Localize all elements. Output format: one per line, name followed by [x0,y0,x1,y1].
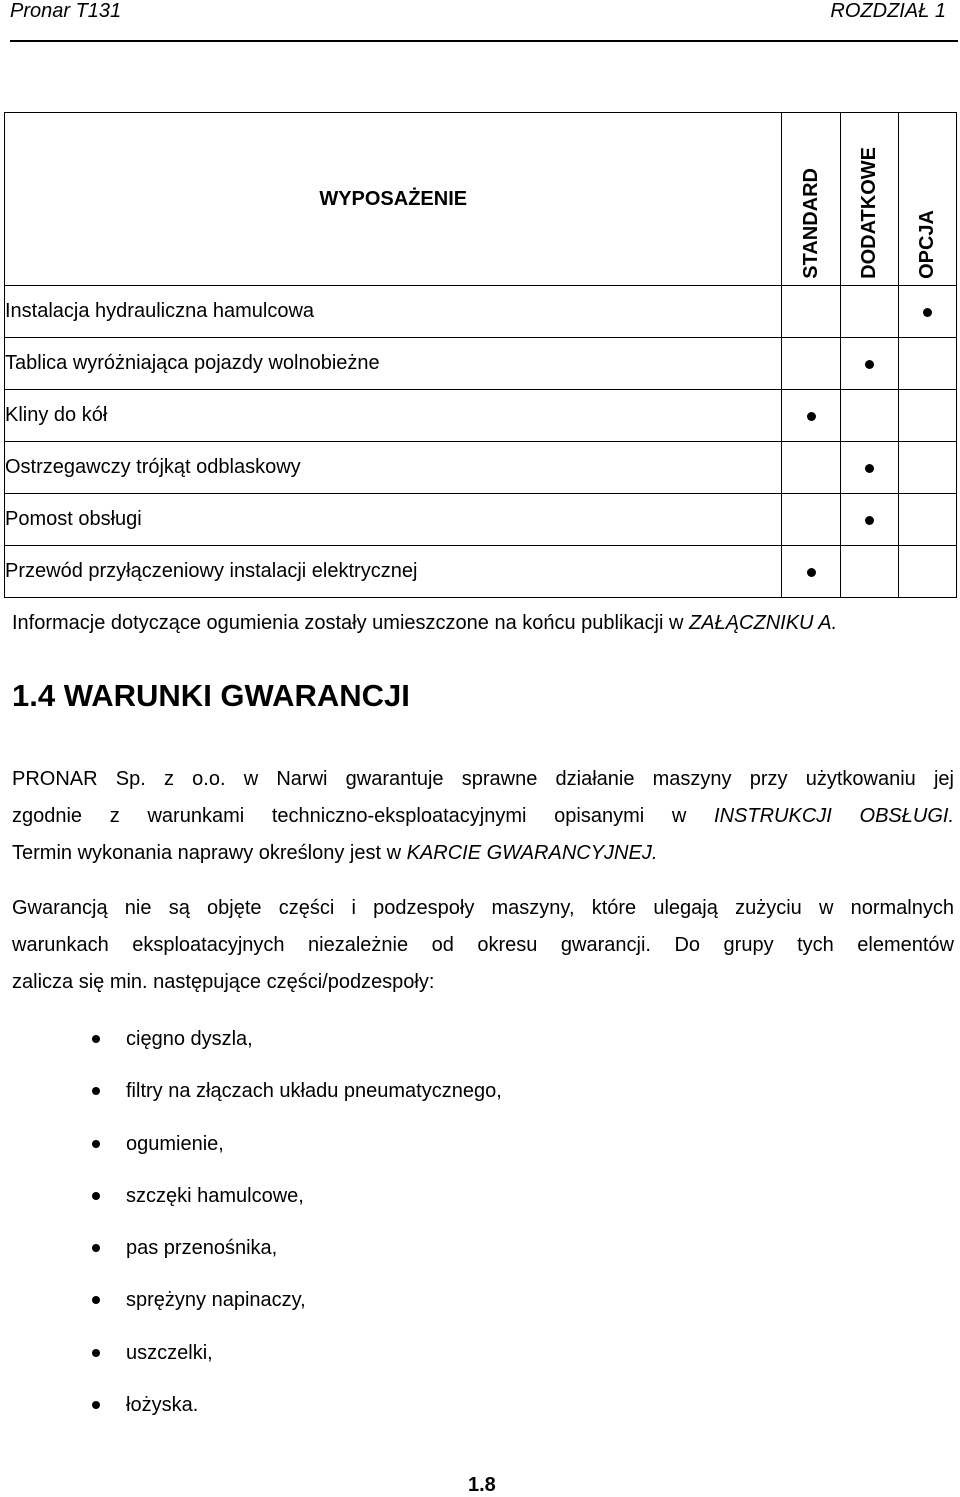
bullet-icon [92,1401,100,1409]
list-item-text: uszczelki, [126,1341,213,1364]
equipment-table-header [5,113,957,286]
equipment-table [4,112,957,598]
column-header-dodatkowe: DODATKOWE [840,113,898,286]
table-row [5,338,957,390]
list-item-text: sprężyny napinaczy, [126,1289,306,1312]
paragraph-line: warunkach eksploatacyjnych niezależnie od okresu gwarancji. Do grupy tych elementów [12,934,954,956]
equipment-cell-dodatkowe [840,286,898,338]
list-item [0,1070,502,1122]
equipment-item-label: Przewód przyłączeniowy instalacji elektrycznej [5,546,782,598]
equipment-cell-opcja [898,286,956,338]
equipment-item-label: Instalacja hydrauliczna hamulcowa [5,286,782,338]
table-row [5,494,957,546]
list-item [0,1227,502,1279]
header-divider [10,40,958,42]
equipment-cell-dodatkowe [840,390,898,442]
table-row [5,546,957,598]
list-item-text: ogumienie, [126,1132,224,1155]
equipment-cell-dodatkowe [840,494,898,546]
bullet-icon [92,1140,100,1148]
equipment-cell-opcja [898,338,956,390]
equipment-cell-opcja [898,546,956,598]
equipment-cell-dodatkowe [840,442,898,494]
bullet-icon [92,1349,100,1357]
bullet-dot-icon [807,412,816,421]
list-item [0,1384,502,1436]
list-item-text: cięgno dyszla, [126,1028,253,1050]
wear-parts-list [0,1018,502,1436]
equipment-table-title: WYPOSAŻENIE [5,113,782,286]
equipment-cell-dodatkowe [840,338,898,390]
list-item [0,1332,502,1384]
page-number: 1.8 [468,1474,496,1496]
bullet-icon [92,1087,100,1095]
paragraph-line: zgodnie z warunkami techniczno-eksploatacyjnymi opisanymi w INSTRUKCJI OBSŁUGI. [12,805,955,827]
equipment-cell-standard [782,338,840,390]
bullet-icon [92,1244,100,1252]
equipment-item-label: Ostrzegawczy trójkąt odblaskowy [5,442,782,494]
note-reference: ZAŁĄCZNIKU A. [689,612,838,634]
bullet-dot-icon [865,360,874,369]
equipment-cell-dodatkowe [840,546,898,598]
equipment-cell-standard [782,442,840,494]
bullet-icon [92,1035,100,1043]
manual-reference: INSTRUKCJI OBSŁUGI. [714,805,955,827]
bullet-icon [92,1296,100,1304]
equipment-item-label: Tablica wyróżniająca pojazdy wolnobieżne [5,338,782,390]
section-title: 1.4 WARUNKI GWARANCJI [12,678,410,713]
list-item-text: łożyska. [126,1394,199,1417]
equipment-item-label: Pomost obsługi [5,494,782,546]
page-header [10,0,954,24]
equipment-cell-standard [782,494,840,546]
list-item [0,1279,502,1331]
bullet-icon [92,1192,100,1200]
equipment-cell-opcja [898,390,956,442]
list-item [0,1175,502,1227]
equipment-cell-standard [782,286,840,338]
bullet-dot-icon [923,308,932,317]
list-item [0,1123,502,1175]
equipment-cell-standard [782,390,840,442]
list-item [0,1018,502,1070]
paragraph-line: Gwarancją nie są objęte części i podzespoły maszyny, które ulegają zużyciu w normalnych [12,897,954,919]
table-row [5,442,957,494]
column-header-opcja: OPCJA [898,113,956,286]
header-document-name: Pronar T131 [10,0,122,22]
note-text: Informacje dotyczące ogumienia zostały umieszczone na końcu publikacji w [12,612,690,634]
bullet-dot-icon [865,464,874,473]
equipment-cell-opcja [898,494,956,546]
tyre-info-note [12,612,837,635]
bullet-dot-icon [807,568,816,577]
header-chapter: ROZDZIAŁ 1 [830,0,946,22]
equipment-cell-standard [782,546,840,598]
paragraph-line: PRONAR Sp. z o.o. w Narwi gwarantuje sprawne działanie maszyny przy użytkowaniu jej [12,768,954,790]
warranty-paragraph-1 [12,761,954,872]
bullet-dot-icon [865,516,874,525]
table-row [5,286,957,338]
list-item-text: pas przenośnika, [126,1237,278,1260]
warranty-paragraph-2 [12,890,954,1001]
equipment-cell-opcja [898,442,956,494]
list-item-text: szczęki hamulcowe, [126,1184,304,1207]
equipment-item-label: Kliny do kół [5,390,782,442]
warranty-card-reference: KARCIE GWARANCYJNEJ. [406,842,658,864]
paragraph-line: zalicza się min. następujące części/podzespoły: [12,971,435,993]
table-row [5,390,957,442]
column-header-standard: STANDARD [782,113,840,286]
paragraph-line: Termin wykonania naprawy określony jest w KARCIE GWARANCYJNEJ. [12,842,658,864]
list-item-text: filtry na złączach układu pneumatycznego, [126,1080,502,1103]
